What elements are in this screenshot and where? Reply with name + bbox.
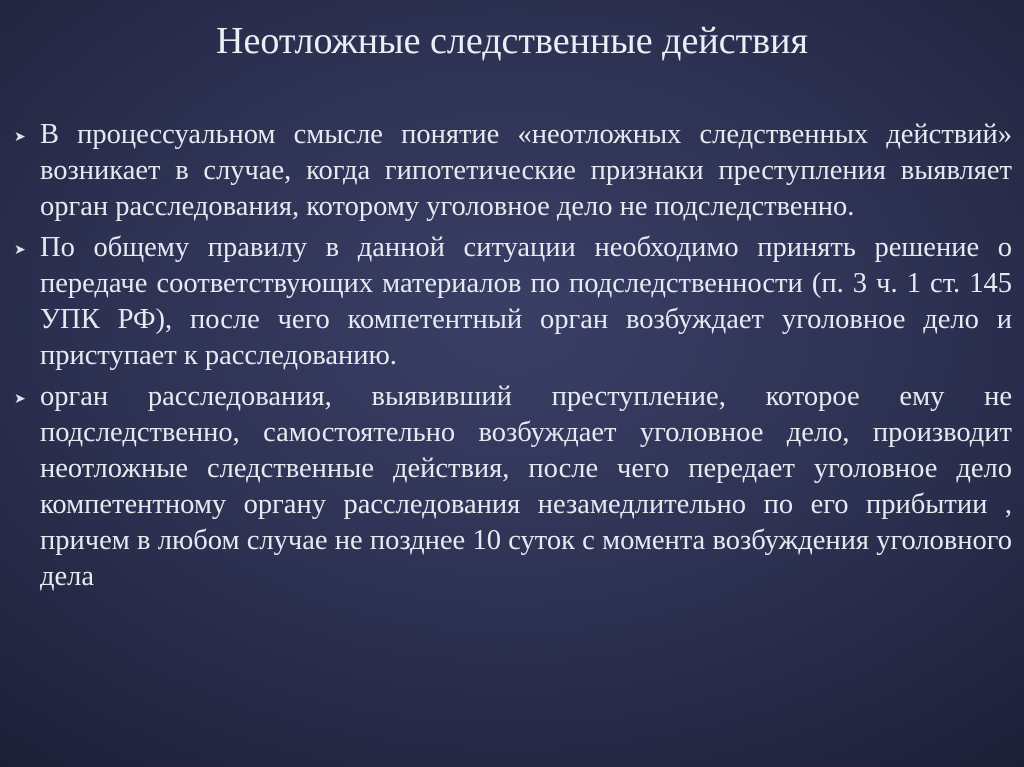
bullet-item <box>12 117 1012 225</box>
bullet-item <box>12 230 1012 374</box>
bullet-item <box>12 379 1012 595</box>
chevron-right-icon: ➤ <box>14 391 26 407</box>
chevron-right-icon: ➤ <box>14 129 26 145</box>
bullet-text: орган расследования, выявивший преступление, которое ему не подследственно, самостоятельно возбуждает уголовное дело, производит неотложные следственные действия, после чего передает уголовное дело компетентному органу расследования незамедлительно по его прибытии , причем в любом случае не позднее 10 суток с момента возбуждения уголовного дела <box>40 381 1012 592</box>
slide-title: Неотложные следственные действия <box>216 20 808 62</box>
bullet-text: По общему правилу в данной ситуации необходимо принять решение о передаче соответствующих материалов по подследственности (п. 3 ч. 1 ст. 145 УПК РФ), после чего компетентный орган возбуждает уголовное дело и приступает к расследованию. <box>40 232 1012 371</box>
bullet-list <box>12 117 1012 600</box>
chevron-right-icon: ➤ <box>14 242 26 258</box>
bullet-text: В процессуальном смысле понятие «неотложных следственных действий» возникает в случае, когда гипотетические признаки преступления выявляет орган расследования, которому уголовное дело не подследственно. <box>40 119 1012 222</box>
